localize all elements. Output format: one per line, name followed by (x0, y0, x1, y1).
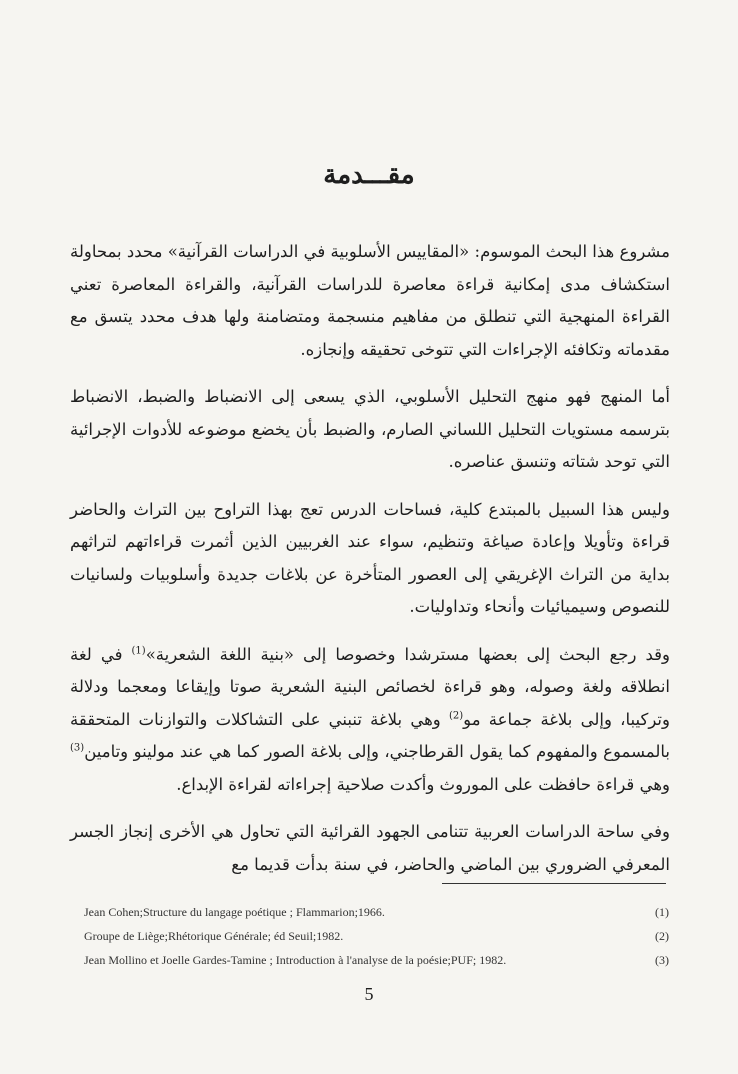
footnotes (84, 900, 669, 972)
paragraph-5: وفي ساحة الدراسات العربية تتنامى الجهود القرائية التي تحاول هي الأخرى إنجاز الجسر المعرفي الضروري بين الماضي والحاضر، في سنة بدأت قديما مع (70, 822, 670, 874)
footnote-ref-1: (1) (131, 645, 146, 656)
paragraph-3: وليس هذا السبيل بالمبتدع كلية، فساحات الدرس تعج بهذا التراوح بين التراث والحاضر قراءة وتأويلا وإعادة صياغة وتنظيم، سواء عند الغربيين الذين أثمرت قراءاتهم لتراثهم بداية من التراث الإغريقي إلى العصور المتأخرة عن بلاغات جديدة وأسلوبيات ولسانيات للنصوص وسيميائيات وأنحاء وتداوليات. (70, 499, 670, 616)
footnote-2 (84, 924, 669, 948)
paragraph-4-part-3: وهي بلاغة تنبني على التشاكلات والتوازنات المتحققة بالمسموع والمفهوم كما يقول القرطاجني، وإلى بلاغة الصور كما هي عند مولينو وتامين (70, 709, 670, 761)
paragraph-4 (70, 639, 670, 802)
page-title: مقـــدمة (323, 160, 415, 190)
body-text (70, 236, 670, 896)
paragraph-4-part-2: في لغة انطلاقه ولغة وصوله، وهو قراءة لخصائص البنية الشعرية صوتا وإيقاعا ومعجما ودلالة وتركيبا، وإلى بلاغة جماعة مو (70, 644, 670, 729)
paragraph-4-part-1: وقد رجع البحث إلى بعضها مسترشدا وخصوصا إلى «بنية اللغة الشعرية» (145, 644, 670, 664)
footnote-number: (2) (655, 929, 669, 943)
footnote-text: Jean Mollino et Joelle Gardes-Tamine ; Introduction à l'analyse de la poésie;PUF; 1982. (84, 953, 507, 967)
footnote-number: (3) (655, 953, 669, 967)
footnote-ref-3: (3) (70, 742, 85, 754)
footnote-text: Groupe de Liège;Rhétorique Générale; éd Seuil;1982. (84, 929, 344, 943)
footnote-divider (442, 883, 666, 884)
paragraph-1: مشروع هذا البحث الموسوم: «المقاييس الأسلوبية في الدراسات القرآنية» محدد بمحاولة استكشاف مدى إمكانية قراءة معاصرة للدراسات القرآنية، والقراءة المعاصرة تعني القراءة المنهجية التي تنطلق من مفاهيم منسجمة ومتضامنة ولها هدف محدد يتسق مع مقدماته وتكافئه الإجراءات التي تتوخى تحقيقه وإنجازه. (70, 242, 670, 359)
footnote-3 (84, 948, 669, 972)
footnote-1 (84, 900, 669, 924)
footnote-ref-2: (2) (448, 710, 464, 721)
paragraph-4-part-4: وهي قراءة حافظت على الموروث وأكدت صلاحية إجراءاته لقراءة الإبداع. (176, 774, 670, 794)
paragraph-2: أما المنهج فهو منهج التحليل الأسلوبي، الذي يسعى إلى الانضباط والضبط، الانضباط بترسمه مستويات التحليل اللساني الصارم، والضبط بأن يخضع موضوعه للأدوات الإجرائية التي توحد شتاته وتنسق عناصره. (70, 387, 670, 471)
footnote-text: Jean Cohen;Structure du langage poétique ; Flammarion;1966. (84, 905, 385, 919)
footnote-number: (1) (655, 905, 669, 919)
page-number: 5 (364, 984, 374, 1004)
